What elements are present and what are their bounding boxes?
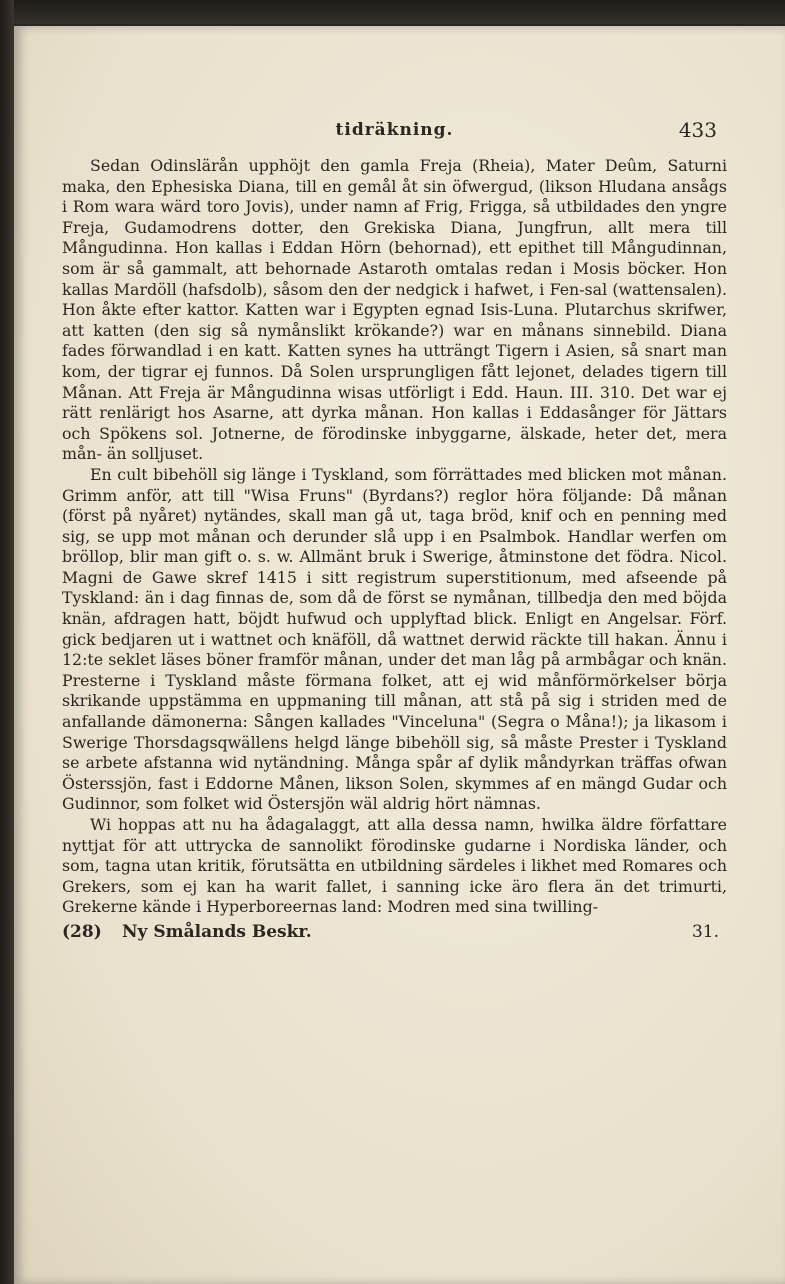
scan-border-left — [0, 0, 14, 1284]
paragraph-2: En cult bibehöll sig länge i Tyskland, som förrättades med blicken mot månan. Grimm anför, att till "Wisa Fruns" (Byrdans?) reglor höra följande: Då månan (först på nyåret) nytändes, skall man gå ut, taga bröd, knif och en penning med sig, se upp mot månan och derunder slå upp i en Psalmbok. Handlar werfen om bröllop, blir man gift o. s. w. Allmänt bruk i Swerige, åtminstone det födra. Nicol. Magni de Gawe skref 1415 i sitt registrum superstitionum, med afseende på Tyskland: än i dag finnas de, som då de först se nymånan, tillbedja den med böjda knän, afdragen hatt, böjdt hufwud och upplyftad blick. Enligt en Angelsar. Förf. gick bedjaren ut i wattnet och knäföll, då wattnet derwid räckte till hakan. Ännu i 12:te seklet läses böner framför månan, under det man låg på armbågar och knän. Presterne i Tyskland måste förmana folket, att ej wid månförmörkelser börja skrikande uppstämma en uppmaning till månan, att stå på sig i striden med de anfallande dämonerna: Sången kallades "Vinceluna" (Segra o Måna!); ja likasom i Swerige Thorsdagsqwällens helgd länge bibehöll sig, så måste Prester i Tyskland se arbete afstanna wid nytändning. Många spår af dylik måndyrkan träffas ofwan Österssjön, fast i Eddorne Månen, likson Solen, skymmes af en mängd Gudar och Gudinnor, som folket wid Östersjön wäl aldrig hört nämnas. — [62, 464, 727, 814]
page-footer — [62, 922, 727, 946]
body-text — [62, 156, 727, 918]
book-page — [14, 26, 785, 1284]
catchword: 31. — [691, 921, 719, 942]
signature-mark: (28) — [62, 921, 102, 942]
page-number: 433 — [678, 118, 717, 142]
footer-title: Ny Smålands Beskr. — [122, 921, 312, 942]
running-title: tidräkning. — [335, 120, 454, 140]
scan-border-top — [0, 0, 785, 24]
running-head — [62, 120, 727, 148]
paragraph-3: Wi hoppas att nu ha ådagalaggt, att alla dessa namn, hwilka äldre författare nyttjat för att uttrycka de sannolikt förodinske gudarne i Nordiska länder, och som, tagna utan kritik, förutsätta en utbildning särdeles i likhet med Romares och Grekers, som ej kan ha warit fallet, i sanning icke äro flera än det trimurti, Grekerne kände i Hyperboreernas land: Modren med sina twilling- — [62, 815, 727, 917]
page-content — [62, 120, 727, 946]
paragraph-1: Sedan Odinslärån upphöjt den gamla Freja (Rheia), Mater Deûm, Saturni maka, den Ephesiska Diana, till en gemål åt sin öfwergud, (likson Hludana ansågs i Rom wara wärd toro Jovis), under namn af Frig, Frigga, så utbildades den yngre Freja, Gudamodrens dotter, den Grekiska Diana, Jungfrun, allt mera till Mångudinna. Hon kallas i Eddan Hörn (behornad), ett epithet till Mångudinnan, som är så gammalt, att behornade Astaroth omtalas redan i Mosis böcker. Hon kallas Mardöll (hafsdolb), såsom den der nedgick i hafwet, i Fen-sal (wattensalen). Hon åkte efter kattor. Katten war i Egypten egnad Isis-Luna. Plutarchus skrifwer, att katten (den sig så nymånslikt krökande?) war en månans sinnebild. Diana fades förwandlad i en katt. Katten synes ha utträngt Tigern i Asien, så snart man kom, der tigrar ej funnos. Då Solen ursprungligen fått lejonet, delades tigern till Månan. Att Freja är Mångudinna wisas utförligt i Edd. Haun. III. 310. Det war ej rätt renlärigt hos Asarne, att dyrka månan. Hon kallas i Eddasånger för Jättars och Spökens sol. Jotnerne, de förodinske inbyggarne, älskade, heter det, mera mån- än solljuset. — [62, 156, 727, 464]
